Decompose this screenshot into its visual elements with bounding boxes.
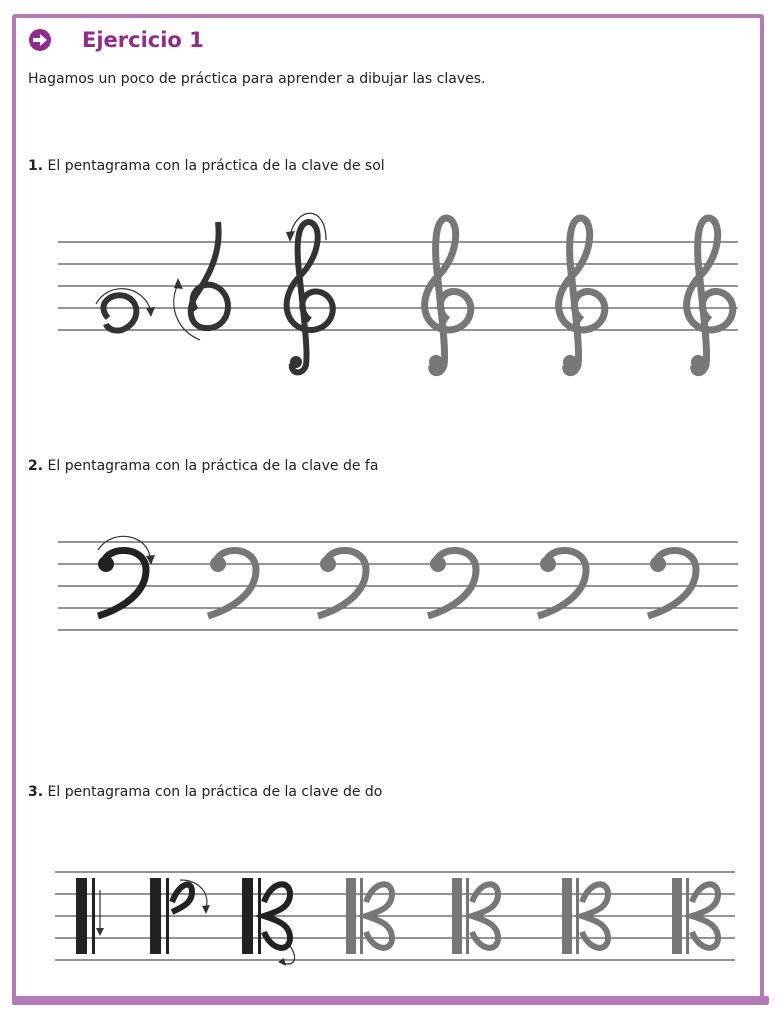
section-2-text: El pentagrama con la práctica de la clave de fa bbox=[47, 458, 379, 474]
bass-clef-practice bbox=[208, 550, 696, 616]
section-3-text: El pentagrama con la práctica de la clave de do bbox=[47, 784, 383, 800]
section-2-number: 2. bbox=[28, 458, 44, 474]
arrow-right-circle-icon bbox=[28, 28, 52, 52]
treble-clef-step-3 bbox=[286, 213, 333, 372]
section-1-text: El pentagrama con la práctica de la clave de sol bbox=[47, 158, 385, 174]
c-clef-step-3 bbox=[242, 878, 295, 966]
treble-clef-step-2 bbox=[174, 222, 228, 340]
bass-staff bbox=[0, 520, 781, 650]
exercise-header bbox=[28, 28, 204, 52]
bass-clef-step-1 bbox=[98, 536, 155, 616]
treble-clef-practice bbox=[425, 218, 733, 373]
page-border-bottom bbox=[12, 996, 769, 1005]
section-3-label bbox=[28, 784, 382, 800]
section-2-label bbox=[28, 458, 378, 474]
treble-clef-step-1 bbox=[96, 289, 155, 331]
exercise-title: Ejercicio 1 bbox=[82, 28, 204, 52]
intro-text: Hagamos un poco de práctica para aprender a dibujar las claves. bbox=[28, 71, 486, 87]
treble-staff bbox=[0, 200, 781, 380]
section-3-number: 3. bbox=[28, 784, 44, 800]
c-clef-staff bbox=[0, 850, 781, 980]
section-1-number: 1. bbox=[28, 158, 44, 174]
section-1-label bbox=[28, 158, 385, 174]
